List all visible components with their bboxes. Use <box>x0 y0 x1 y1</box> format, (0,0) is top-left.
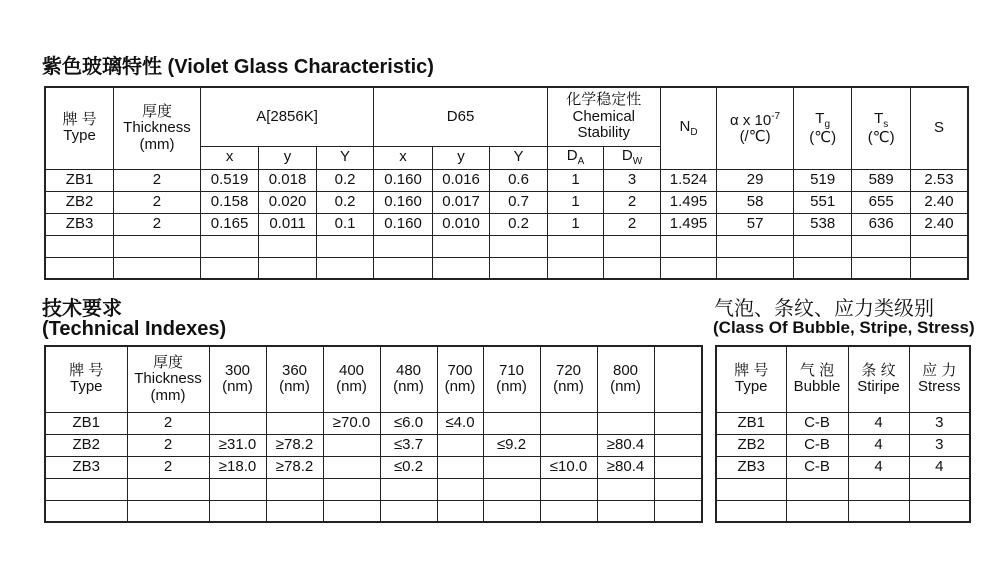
char-empty-cell <box>432 235 489 257</box>
char-empty-cell <box>114 235 201 257</box>
char-empty-cell <box>490 257 548 279</box>
tech-empty-cell <box>45 500 127 522</box>
char-sub-da: $D_A$ <box>547 146 603 169</box>
char-cell: 2 <box>114 169 201 191</box>
bubble-cell: 3 <box>909 434 970 456</box>
tech-row <box>45 412 702 434</box>
char-empty-cell <box>45 235 114 257</box>
tech-cell <box>654 412 702 434</box>
technical-title-cn: 技术要求 <box>42 298 122 320</box>
tech-empty-cell <box>127 478 209 500</box>
char-sub-Y: Y <box>490 146 548 169</box>
char-empty-cell <box>852 257 911 279</box>
char-cell: 2 <box>114 191 201 213</box>
char-empty-cell <box>852 235 911 257</box>
char-row <box>45 213 968 235</box>
tech-cell <box>483 456 540 478</box>
char-cell: 2.40 <box>910 191 968 213</box>
tech-header-wavelength: 700 (nm) <box>437 346 483 412</box>
bubble-cell: 3 <box>909 412 970 434</box>
tech-cell: ZB2 <box>45 434 127 456</box>
tech-cell: ≥80.4 <box>597 434 654 456</box>
tech-cell: ≤4.0 <box>437 412 483 434</box>
char-header-thickness: 厚度 Thickness (mm) <box>114 87 201 169</box>
char-cell: 1.495 <box>660 191 716 213</box>
char-sub-y: y <box>432 146 489 169</box>
tech-header-type: 牌 号 Type <box>45 346 127 412</box>
tech-header-wavelength: 720 (nm) <box>540 346 597 412</box>
technical-table <box>44 345 703 523</box>
tech-empty-cell <box>266 478 323 500</box>
tech-empty-cell <box>654 478 702 500</box>
bubble-empty-cell <box>786 500 848 522</box>
char-cell: 636 <box>852 213 911 235</box>
bubble-empty-cell <box>848 500 909 522</box>
tech-empty-cell <box>540 478 597 500</box>
char-sub-x: x <box>200 146 259 169</box>
tech-empty-cell <box>540 500 597 522</box>
char-empty-cell <box>717 235 794 257</box>
bubble-cell: ZB3 <box>716 456 786 478</box>
tech-cell: ≤6.0 <box>380 412 437 434</box>
char-empty-cell <box>547 235 603 257</box>
char-cell: 0.519 <box>200 169 259 191</box>
char-row <box>45 169 968 191</box>
char-cell: 0.165 <box>200 213 259 235</box>
tech-cell: ≥31.0 <box>209 434 266 456</box>
tech-cell <box>483 412 540 434</box>
bubble-header-type: 牌 号 Type <box>716 346 786 412</box>
char-empty-cell <box>200 257 259 279</box>
char-cell: 2 <box>114 213 201 235</box>
bubble-empty-cell <box>909 478 970 500</box>
char-cell: 0.158 <box>200 191 259 213</box>
tech-cell: ≥18.0 <box>209 456 266 478</box>
bubble-title-en: (Class Of Bubble, Stripe, Stress) <box>713 318 975 337</box>
bubble-row <box>716 434 970 456</box>
char-cell: 0.160 <box>374 191 433 213</box>
char-header-chemical-stability: 化学稳定性 Chemical Stability <box>547 87 660 146</box>
bubble-header-stripe: 条 纹 Stiripe <box>848 346 909 412</box>
tech-empty-cell <box>323 500 380 522</box>
tech-cell: 2 <box>127 456 209 478</box>
char-cell: ZB3 <box>45 213 114 235</box>
tech-empty-cell <box>209 500 266 522</box>
char-header-type: 牌 号 Type <box>45 87 114 169</box>
char-cell: 0.017 <box>432 191 489 213</box>
char-empty-cell <box>316 257 373 279</box>
tech-cell: ZB3 <box>45 456 127 478</box>
bubble-title-cn: 气泡、条纹、应力类级别 <box>714 298 934 320</box>
bubble-cell: ZB1 <box>716 412 786 434</box>
char-cell: 3 <box>604 169 661 191</box>
char-header-alpha: α x $10^{-7}$ (/℃) <box>717 87 794 169</box>
bubble-empty-cell <box>786 478 848 500</box>
tech-empty-cell <box>437 478 483 500</box>
char-empty-row <box>45 257 968 279</box>
bubble-cell: 4 <box>848 434 909 456</box>
tech-empty-cell <box>380 478 437 500</box>
tech-empty-cell <box>483 500 540 522</box>
tech-cell <box>597 412 654 434</box>
tech-empty-cell <box>654 500 702 522</box>
char-cell: 0.160 <box>374 169 433 191</box>
char-cell: 0.018 <box>259 169 316 191</box>
bubble-empty-cell <box>716 478 786 500</box>
bubble-cell: C-B <box>786 456 848 478</box>
char-cell: 1 <box>547 213 603 235</box>
char-empty-cell <box>432 257 489 279</box>
char-cell: 0.2 <box>316 191 373 213</box>
tech-empty-cell <box>483 478 540 500</box>
char-empty-cell <box>910 257 968 279</box>
tech-empty-row <box>45 478 702 500</box>
bubble-empty-cell <box>909 500 970 522</box>
char-row <box>45 191 968 213</box>
char-empty-row <box>45 235 968 257</box>
tech-empty-row <box>45 500 702 522</box>
tech-cell <box>540 412 597 434</box>
char-cell: 2 <box>604 213 661 235</box>
tech-empty-cell <box>266 500 323 522</box>
char-header-s: S <box>910 87 968 169</box>
tech-empty-cell <box>380 500 437 522</box>
char-cell: 0.010 <box>432 213 489 235</box>
char-cell: 0.2 <box>316 169 373 191</box>
char-cell: 0.7 <box>490 191 548 213</box>
char-empty-cell <box>374 257 433 279</box>
tech-header-empty <box>654 346 702 412</box>
tech-empty-cell <box>45 478 127 500</box>
char-cell: 0.020 <box>259 191 316 213</box>
char-cell: 0.1 <box>316 213 373 235</box>
bubble-empty-cell <box>848 478 909 500</box>
char-cell: 1.524 <box>660 169 716 191</box>
char-cell: 655 <box>852 191 911 213</box>
char-cell: 0.2 <box>490 213 548 235</box>
tech-cell <box>437 434 483 456</box>
char-cell: ZB2 <box>45 191 114 213</box>
char-empty-cell <box>717 257 794 279</box>
bubble-cell: ZB2 <box>716 434 786 456</box>
tech-empty-cell <box>597 500 654 522</box>
bubble-empty-row <box>716 500 970 522</box>
tech-cell <box>654 434 702 456</box>
tech-header-wavelength: 480 (nm) <box>380 346 437 412</box>
char-empty-cell <box>200 235 259 257</box>
tech-header-wavelength: 300 (nm) <box>209 346 266 412</box>
char-empty-cell <box>910 235 968 257</box>
tech-cell <box>266 412 323 434</box>
tech-header-wavelength: 800 (nm) <box>597 346 654 412</box>
char-header-nd: $N_D$ <box>660 87 716 169</box>
char-empty-cell <box>547 257 603 279</box>
char-sub-dw: $D_W$ <box>604 146 661 169</box>
tech-cell <box>654 456 702 478</box>
tech-cell <box>323 434 380 456</box>
bubble-row <box>716 412 970 434</box>
tech-empty-cell <box>323 478 380 500</box>
char-cell: 0.016 <box>432 169 489 191</box>
tech-header-wavelength: 400 (nm) <box>323 346 380 412</box>
characteristic-title: 紫色玻璃特性 (Violet Glass Characteristic) <box>42 56 434 78</box>
char-empty-cell <box>793 257 852 279</box>
char-sub-x: x <box>374 146 433 169</box>
tech-cell: ≥80.4 <box>597 456 654 478</box>
tech-cell: ≥78.2 <box>266 456 323 478</box>
char-cell: 2 <box>604 191 661 213</box>
char-header-a2856k: A[2856K] <box>200 87 373 146</box>
tech-empty-cell <box>437 500 483 522</box>
bubble-cell: C-B <box>786 434 848 456</box>
char-empty-cell <box>45 257 114 279</box>
char-empty-cell <box>604 257 661 279</box>
tech-cell <box>540 434 597 456</box>
tech-cell <box>437 456 483 478</box>
char-cell: ZB1 <box>45 169 114 191</box>
tech-empty-cell <box>597 478 654 500</box>
bubble-table <box>715 345 971 523</box>
char-cell: 1.495 <box>660 213 716 235</box>
char-cell: 551 <box>793 191 852 213</box>
char-empty-cell <box>660 257 716 279</box>
technical-title-en: (Technical Indexes) <box>42 318 227 340</box>
char-sub-Y: Y <box>316 146 373 169</box>
char-empty-cell <box>259 257 316 279</box>
characteristic-table <box>44 86 969 280</box>
char-header-d65: D65 <box>374 87 548 146</box>
tech-cell <box>209 412 266 434</box>
char-empty-cell <box>259 235 316 257</box>
tech-cell: ZB1 <box>45 412 127 434</box>
tech-cell: ≤3.7 <box>380 434 437 456</box>
tech-cell: ≥70.0 <box>323 412 380 434</box>
tech-cell: ≤9.2 <box>483 434 540 456</box>
char-empty-cell <box>604 235 661 257</box>
char-empty-cell <box>660 235 716 257</box>
char-empty-cell <box>793 235 852 257</box>
char-header-tg: $T_g$ (℃) <box>793 87 852 169</box>
char-cell: 58 <box>717 191 794 213</box>
tech-empty-cell <box>209 478 266 500</box>
char-cell: 1 <box>547 191 603 213</box>
bubble-empty-cell <box>716 500 786 522</box>
tech-row <box>45 456 702 478</box>
tech-header-thickness: 厚度 Thickness (mm) <box>127 346 209 412</box>
char-empty-cell <box>490 235 548 257</box>
char-cell: 57 <box>717 213 794 235</box>
tech-cell: ≤10.0 <box>540 456 597 478</box>
char-cell: 0.011 <box>259 213 316 235</box>
tech-cell: ≥78.2 <box>266 434 323 456</box>
tech-cell <box>323 456 380 478</box>
tech-empty-cell <box>127 500 209 522</box>
char-cell: 2.53 <box>910 169 968 191</box>
char-empty-cell <box>374 235 433 257</box>
char-cell: 0.6 <box>490 169 548 191</box>
tech-cell: ≤0.2 <box>380 456 437 478</box>
tech-cell: 2 <box>127 412 209 434</box>
tech-cell: 2 <box>127 434 209 456</box>
char-cell: 0.160 <box>374 213 433 235</box>
bubble-cell: 4 <box>848 456 909 478</box>
char-header-ts: $T_s$ (℃) <box>852 87 911 169</box>
char-cell: 1 <box>547 169 603 191</box>
bubble-cell: 4 <box>909 456 970 478</box>
bubble-row <box>716 456 970 478</box>
char-sub-y: y <box>259 146 316 169</box>
char-empty-cell <box>316 235 373 257</box>
char-empty-cell <box>114 257 201 279</box>
char-cell: 519 <box>793 169 852 191</box>
bubble-header-stress: 应 力 Stress <box>909 346 970 412</box>
bubble-header-bubble: 气 泡 Bubble <box>786 346 848 412</box>
tech-row <box>45 434 702 456</box>
tech-header-wavelength: 710 (nm) <box>483 346 540 412</box>
char-cell: 2.40 <box>910 213 968 235</box>
char-cell: 589 <box>852 169 911 191</box>
tech-header-wavelength: 360 (nm) <box>266 346 323 412</box>
bubble-empty-row <box>716 478 970 500</box>
char-cell: 29 <box>717 169 794 191</box>
char-cell: 538 <box>793 213 852 235</box>
bubble-cell: C-B <box>786 412 848 434</box>
bubble-cell: 4 <box>848 412 909 434</box>
